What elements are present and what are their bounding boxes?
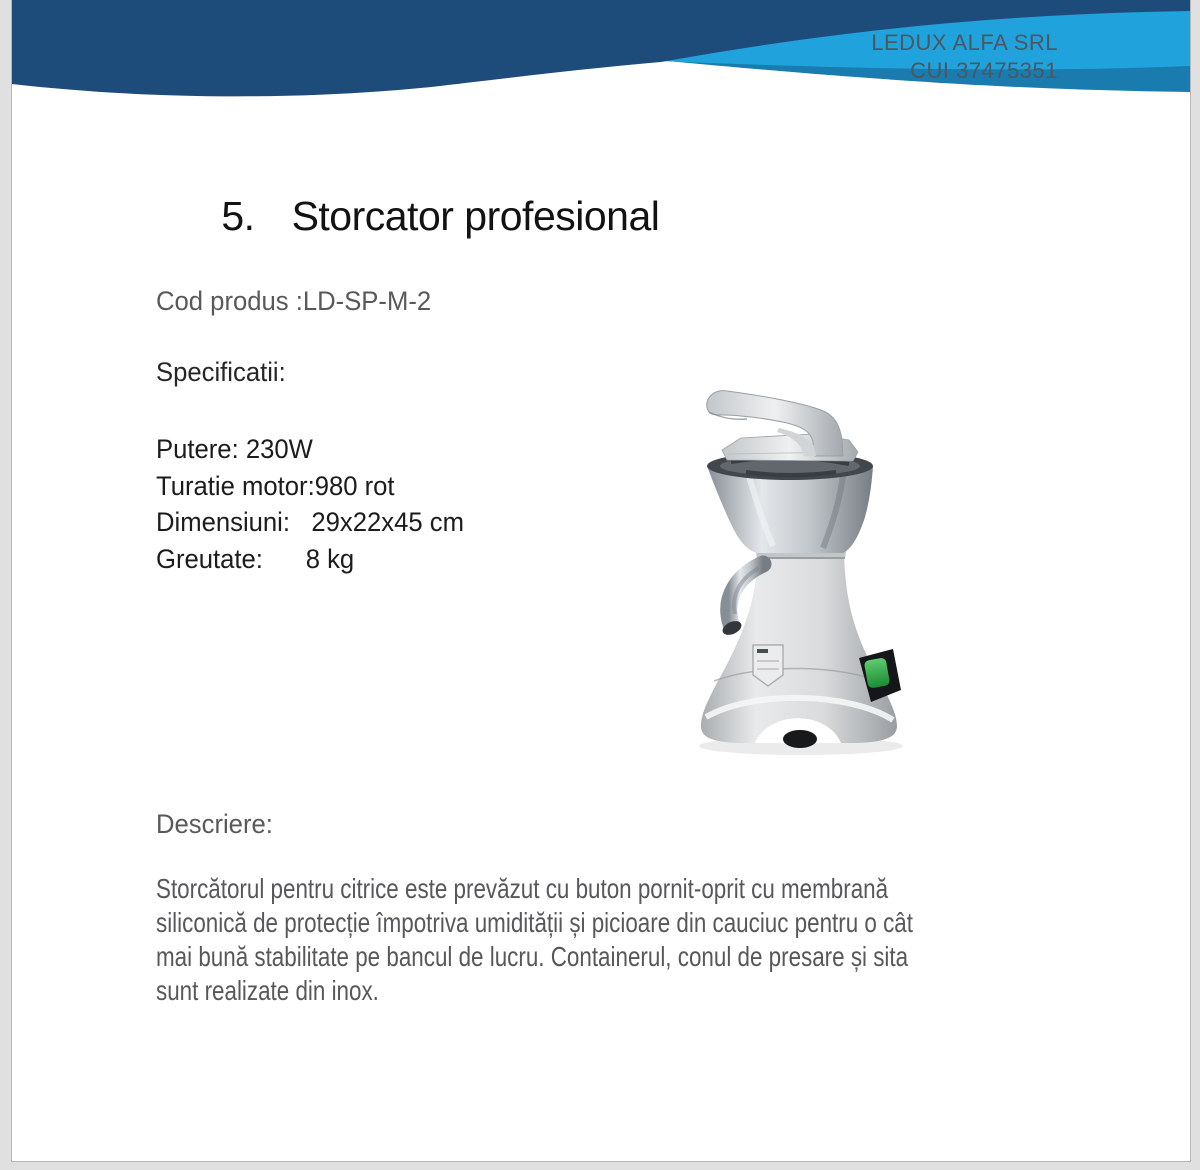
description-line: sunt realizate din inox. bbox=[156, 975, 379, 1006]
product-image-juicer bbox=[661, 382, 981, 762]
description-line: mai bună stabilitate pe bancul de lucru. Containerul, conul de presare și sita bbox=[156, 941, 909, 972]
description-paragraph bbox=[156, 872, 1102, 1008]
page-title bbox=[156, 146, 659, 287]
title-text: Storcator profesional bbox=[291, 193, 660, 239]
spec-line-weight: Greutate: 8 kg bbox=[156, 543, 355, 574]
description-line: Storcătorul pentru citrice este prevăzut cu buton pornit-oprit cu membrană bbox=[156, 873, 889, 904]
product-code-line: Cod produs :LD-SP-M-2 bbox=[156, 286, 432, 316]
company-cui: CUI 37475351 bbox=[910, 58, 1058, 83]
title-number: 5. bbox=[221, 193, 255, 239]
specs-list bbox=[156, 431, 480, 577]
description-line: siliconică de protecție împotriva umidității și picioare din cauciuc pentru o cât bbox=[156, 907, 913, 938]
juicer-foot-front bbox=[783, 730, 817, 748]
spec-line-motor: Turatie motor:980 rot bbox=[156, 470, 395, 501]
company-name: LEDUX ALFA SRL bbox=[871, 30, 1058, 55]
company-info bbox=[871, 29, 1058, 85]
juicer-body bbox=[701, 544, 897, 743]
specs-heading: Specificatii: bbox=[156, 357, 286, 387]
description-heading: Descriere: bbox=[156, 809, 273, 839]
document-page bbox=[11, 0, 1191, 1162]
spec-line-dimensions: Dimensiuni: 29x22x45 cm bbox=[156, 507, 464, 537]
spec-line-power: Putere: 230W bbox=[156, 434, 313, 464]
